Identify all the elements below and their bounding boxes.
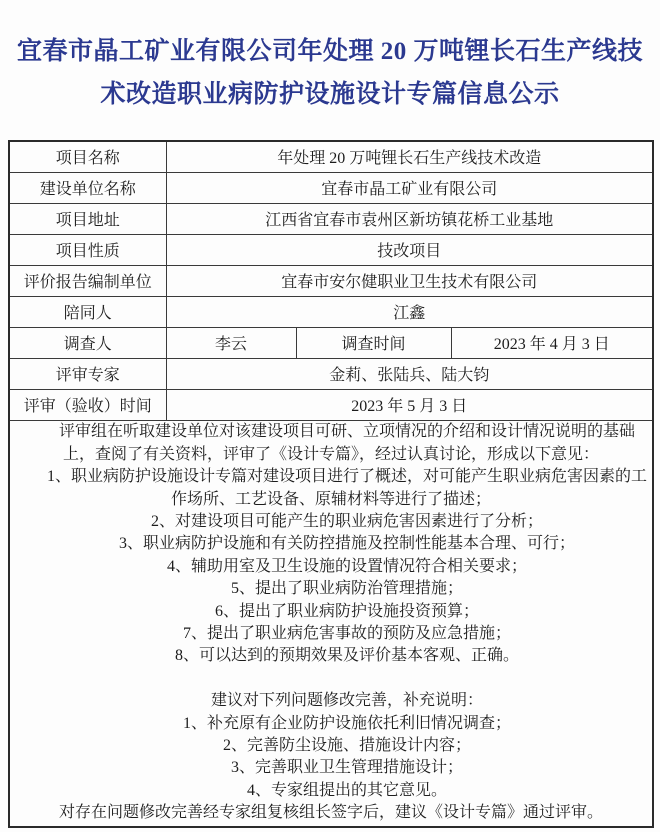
page-title-line1: 宜春市晶工矿业有限公司年处理 20 万吨锂长石生产线技 xyxy=(16,38,643,65)
opinion-paragraph: 1、职业病防护设施设计专篇对建设项目进行了概述，对可能产生职业病危害因素的工作场所、工艺设备、原辅材料等进行了描述； xyxy=(47,468,648,508)
row-label-survey-time: 调查时间 xyxy=(296,327,451,358)
opinion-paragraph: 建议对下列问题修改完善，补充说明： xyxy=(211,692,484,710)
row-value: 江西省宜春市袁州区新坊镇花桥工业基地 xyxy=(166,203,653,234)
row-label: 项目名称 xyxy=(9,141,166,172)
row-label: 评审专家 xyxy=(9,358,166,389)
row-value: 2023 年 5 月 3 日 xyxy=(166,389,653,420)
table-row-review-experts xyxy=(9,358,653,389)
opinion-paragraph-conclusion: 对存在问题修改完善经专家组复核组长签字后，建议《设计专篇》通过评审。 xyxy=(59,804,604,822)
row-value: 宜春市安尔健职业卫生技术有限公司 xyxy=(166,265,653,296)
project-info-table xyxy=(8,140,654,828)
opinion-paragraph: 6、提出了职业病防护设施投资预算； xyxy=(215,602,480,620)
row-value: 年处理 20 万吨锂长石生产线技术改造 xyxy=(166,141,653,172)
opinion-paragraph-blank xyxy=(12,668,650,690)
row-label: 项目性质 xyxy=(9,234,166,265)
table-row-project-address xyxy=(9,203,653,234)
opinion-paragraph: 评审组在听取建设单位对该建设项目可研、立项情况的介绍和设计情况说明的基础上，查阅了有关资料，评审了《设计专篇》，经过认真讨论，形成以下意见： xyxy=(59,423,636,463)
review-opinion-cell xyxy=(9,420,653,827)
table-row-review-opinion xyxy=(9,420,653,827)
row-value: 金莉、张陆兵、陆大钧 xyxy=(166,358,653,389)
table-row-investigator xyxy=(9,327,653,358)
table-row-report-compiler xyxy=(9,265,653,296)
table-row-project-nature xyxy=(9,234,653,265)
opinion-paragraph: 4、辅助用室及卫生设施的设置情况符合相关要求； xyxy=(167,557,528,575)
opinion-paragraph: 2、完善防尘设施、措施设计内容； xyxy=(223,737,472,755)
opinion-paragraph: 3、完善职业卫生管理措施设计； xyxy=(231,759,464,777)
row-value-survey-date: 2023 年 4 月 3 日 xyxy=(451,327,653,358)
opinion-paragraph: 8、可以达到的预期效果及评价基本客观、正确。 xyxy=(175,647,520,665)
opinion-paragraph: 2、对建设项目可能产生的职业病危害因素进行了分析； xyxy=(151,512,544,530)
row-value: 技改项目 xyxy=(166,234,653,265)
row-label: 调查人 xyxy=(9,327,166,358)
row-value: 江鑫 xyxy=(166,296,653,327)
row-label: 陪同人 xyxy=(9,296,166,327)
opinion-paragraph: 5、提出了职业病防治管理措施； xyxy=(231,580,464,598)
row-label: 建设单位名称 xyxy=(9,172,166,203)
row-label: 项目地址 xyxy=(9,203,166,234)
page-title xyxy=(0,0,660,116)
table-row-accompanying-person xyxy=(9,296,653,327)
opinion-paragraph: 7、提出了职业病危害事故的预防及应急措施； xyxy=(183,625,512,642)
row-label: 评审（验收）时间 xyxy=(9,389,166,420)
table-row-construction-unit xyxy=(9,172,653,203)
opinion-paragraph: 4、专家组提出的其它意见。 xyxy=(247,781,448,799)
table-row-project-name xyxy=(9,141,653,172)
opinion-paragraph: 3、职业病防护设施和有关防控措施及控制性能基本合理、可行； xyxy=(119,535,576,553)
row-value: 宜春市晶工矿业有限公司 xyxy=(166,172,653,203)
row-label: 评价报告编制单位 xyxy=(9,265,166,296)
page-title-line2: 术改造职业病防护设施设计专篇信息公示 xyxy=(100,81,560,108)
row-value: 李云 xyxy=(166,327,296,358)
opinion-paragraph: 1、补充原有企业防护设施依托利旧情况调查； xyxy=(183,714,512,732)
table-row-review-time xyxy=(9,389,653,420)
